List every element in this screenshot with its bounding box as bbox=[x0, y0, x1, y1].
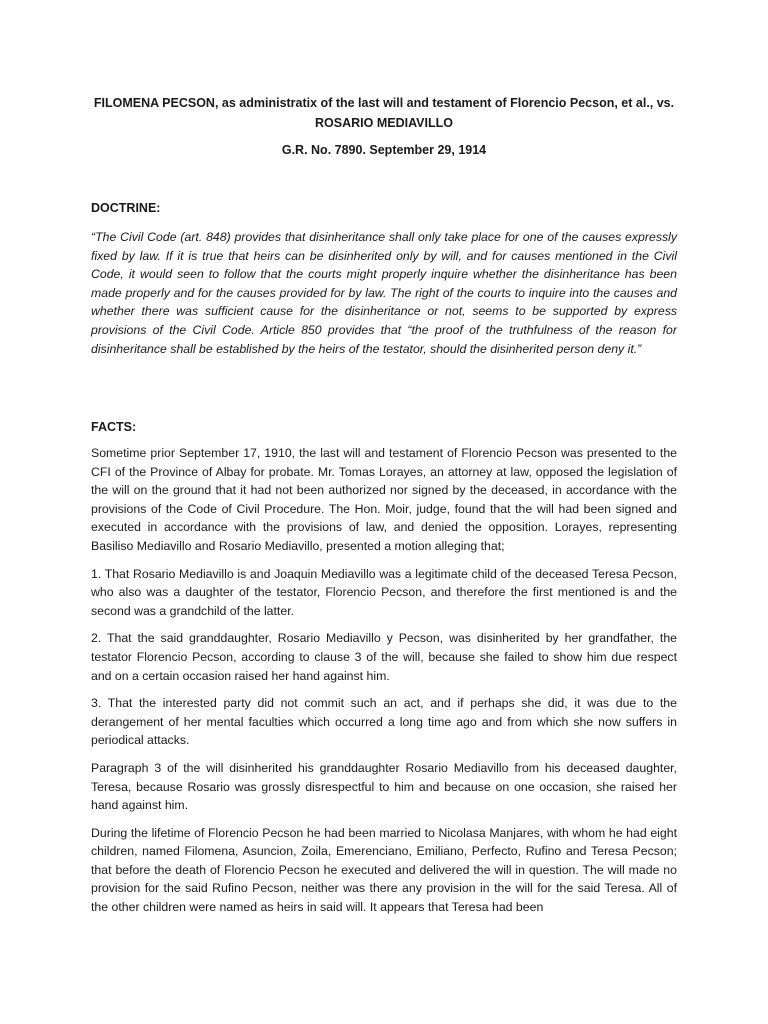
doctrine-text: “The Civil Code (art. 848) provides that disinheritance shall only take place for one of the causes expressly fixed by law. If it is true that heirs can be disinherited only by will, and for causes mentioned in the Civil Code, it would seen to follow that the courts might properly inquire whether the disinheritance has been made properly and for the causes provided for by law. The right of the courts to inquire into the causes and whether there was sufficient cause for the disinheritance or not, seems to be supported by express provisions of the Civil Code. Article 850 provides that “the proof of the truthfulness of the reason for disinheritance shall be established by the heirs of the testator, should the disinherited person deny it.” bbox=[91, 230, 677, 356]
facts-heading: FACTS: bbox=[91, 420, 137, 434]
facts-paragraph: During the lifetime of Florencio Pecson he had been married to Nicolasa Manjares, with whom he had eight children, named Filomena, Asuncion, Zoila, Emerenciano, Emiliano, Perfecto, Rufino and Teresa Pecson; that before the death of Florencio Pecson he executed and delivered the will in question. The will made no provision for the said Rufino Pecson, neither was there any provision in the will for the said Teresa. All of the other children were named as heirs in said will. It appears that Teresa had been bbox=[91, 825, 677, 915]
facts-paragraph: 1. That Rosario Mediavillo is and Joaquin Mediavillo was a legitimate child of the deceased Teresa Pecson, who also was a daughter of the testator, Florencio Pecson, and therefore the first mentioned is and the second was a grandchild of the latter. bbox=[91, 566, 677, 618]
facts-paragraph: Paragraph 3 of the will disinherited his granddaughter Rosario Mediavillo from his deceased daughter, Teresa, because Rosario was grossly disrespectful to him and because on one occasion, she raised her hand against him. bbox=[91, 760, 677, 813]
facts-paragraph: 2. That the said granddaughter, Rosario Mediavillo y Pecson, was disinherited by her grandfather, the testator Florencio Pecson, according to clause 3 of the will, because she failed to show him due respect and on a certain occasion raised her hand against him. bbox=[91, 631, 677, 683]
case-number: G.R. No. 7890. September 29, 1914 bbox=[281, 143, 487, 157]
facts-paragraph: 3. That the interested party did not commit such an act, and if perhaps she did, it was due to the derangement of her mental faculties which occurred a long time ago and from which she now suffers in periodical attacks. bbox=[91, 696, 677, 748]
facts-paragraph: Sometime prior September 17, 1910, the last will and testament of Florencio Pecson was presented to the CFI of the Province of Albay for probate. Mr. Tomas Lorayes, an attorney at law, opposed the legislation of the will on the ground that it had not been authorized nor signed by the deceased, in accordance with the provisions of the Code of Civil Procedure. The Hon. Moir, judge, found that the will had been signed and executed in accordance with the provisions of law, and denied the opposition. Lorayes, representing Basiliso Mediavillo and Rosario Mediavillo, presented a motion alleging that; bbox=[91, 446, 677, 553]
facts-section bbox=[91, 444, 677, 926]
case-title: FILOMENA PECSON, as administratix of the last will and testament of Florencio Pecson, et al., vs. ROSARIO MEDIAVILLO bbox=[93, 96, 675, 130]
doctrine-heading: DOCTRINE: bbox=[91, 201, 161, 215]
